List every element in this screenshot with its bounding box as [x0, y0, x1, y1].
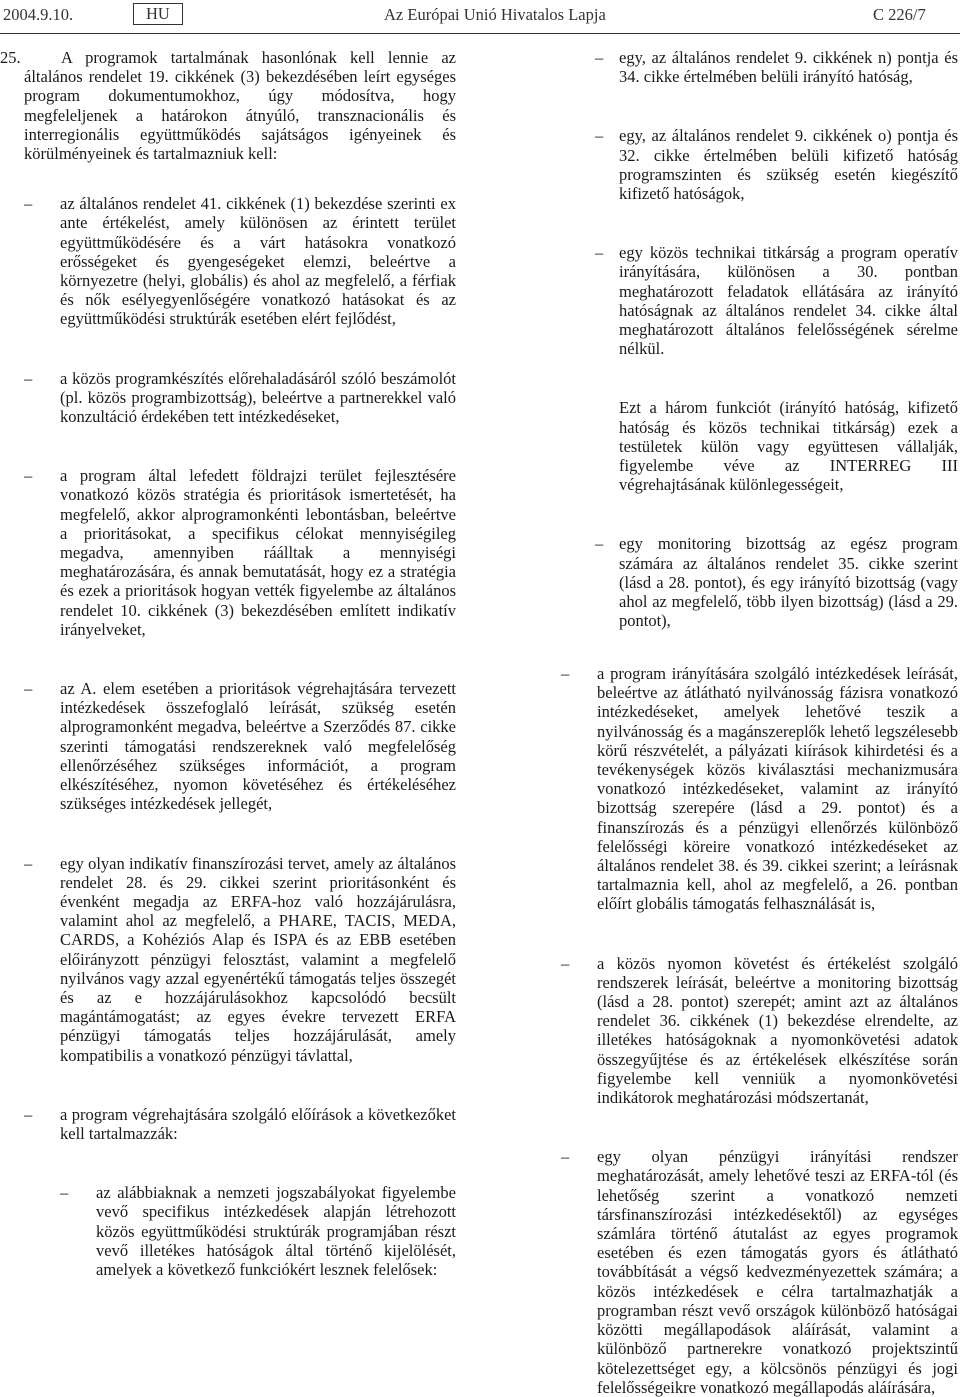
paragraph-number: 25. [0, 48, 21, 67]
paragraph-25 [0, 48, 456, 164]
sub-list-item: – az alábbiaknak a nemzeti jogszabályokat figyelembe vevő specifikus intézkedések alapján létrehozott közös együttműködési struktúrák programjában részt vevő illetékes hatóságok által történő kijelölését, amelyek a következő funkciókért lesznek felelősek: [60, 1183, 456, 1279]
functions-paragraph: Ezt a három funkciót (irányító hatóság, kifizető hatóság és közös technikai titkárság) ezek a testületek külön vagy együttesen vállalják, figyelembe véve az INTERREG III végrehajtásának különlegességeit, [619, 398, 958, 495]
list-item: – egy közös technikai titkárság a program operatív irányítására, különösen a 30. pontban meghatározott feladatok ellátására az irányító hatóságnak az általános rendelet 34. cikke által meghatározott általános felelősségének sérelme nélkül. [595, 243, 958, 359]
journal-title: Az Európai Unió Hivatalos Lapja [384, 5, 606, 24]
right-column-lower [561, 664, 958, 1397]
paragraph-text: A programok tartalmának hasonlónak kell lennie az általános rendelet 19. cikkének (3) bekezdésében leírt egységes program dokumentumokhoz, úgy módosítva, hogy megfeleljenek a határokon átnyúló, transznacionális és interregionális együttműködés sajátságos igényeinek és körülményeinek és tartalmazniuk kell: [24, 48, 456, 164]
header-reference: C 226/7 [873, 5, 926, 24]
list-item: – egy, az általános rendelet 9. cikkének n) pontja és 34. cikke értelmében belüli irányító hatóság, [595, 48, 958, 87]
list-item: – a közös programkészítés előrehaladásáról szóló beszámolót (pl. közös programbizottság), beleértve a partnerekkel való konzultáció érdekében tett intézkedéseket, [24, 368, 456, 427]
list-item: – a program végrehajtására szolgáló előírások a következőket kell tartalmazzák: [24, 1104, 456, 1143]
list-item: – a program által lefedett földrajzi terület fejlesztésére vonatkozó közös stratégia és prioritások ismertetését, ha megfelelő, akkor alprogramonkénti lebontásban, beleértve a prioritásokat, a specifikus célokat mennyiségileg megadva, amennyiben ráálltak a mennyiségi meghatározására, és annak bemutatását, hogy ez a stratégia és ezek a prioritások hogyan vették figyelembe az általános rendelet 10. cikkének (3) bekezdésében említett indikatív irányelveket, [24, 466, 456, 639]
list-item: – a program irányítására szolgáló intézkedések leírását, beleértve az átlátható nyilvánosság fázisra vonatkozó intézkedéseket, amelyek lehetővé teszik a nyilvánosság és a magánszereplők lehető legszélesebb körű részvételét, a pályázati kiírások kihirdetési és a tevékenységek közös kiválasztási mechanizmusára vonatkozó intézkedéseket, valamint az irányító bizottság szerepére (lásd a 29. pontot) és a finanszírozás és a pénzügyi ellenőrzés különböző felelősségi köreire vonatkozó intézkedéseket az általános rendelet 38. és 39. cikkei szerint; a leírásnak tartalmaznia kell, ahol az megfelelő, a 26. pontban előírt globális támogatás felhasználását is, [561, 664, 958, 914]
list-item: – egy, az általános rendelet 9. cikkének o) pontja és 32. cikke értelmében belüli kifizető hatóság programszinten és szükség esetén kiegészítő kifizető hatóságok, [595, 126, 958, 204]
list-item: – a közös nyomon követést és értékelést szolgáló rendszerek leírását, beleértve a monitoring bizottság (lásd a 28. pontot) szerepét; amint azt az általános rendelet 36. cikkének (1) bekezdése elrendelte, az illetékes hatóságoknak a nyomonkövetési adatok összegyűjtése és az értékelések elkészítése során figyelembe kell venniük a nyomonkövetési indikátorok meghatározási módszertanát, [561, 953, 958, 1108]
list-item: – az A. elem esetében a prioritások végrehajtására tervezett intézkedések összefoglaló leírását, szükség esetén alprogramonként megadva, beleértve a Szerződés 87. cikke szerinti támogatási rendszereknek való megfelelőség ellenőrzéséhez szükséges információt, a program elkészítéséhez, nyomon követéséhez és értékeléséhez szükséges intézkedések jellegét, [24, 679, 456, 814]
language-badge: HU [133, 3, 183, 25]
left-column [0, 48, 456, 1279]
list-item: – egy monitoring bizottság az egész program számára az általános rendelet 35. cikke szerint (lásd a 28. pontot), és egy irányító bizottság (vagy ahol az megfelelő, több ilyen bizottság) (lásd a 29. pontot), [595, 534, 958, 631]
right-column [595, 48, 958, 630]
header-date: 2004.9.10. [3, 5, 74, 24]
list-item: – egy olyan indikatív finanszírozási tervet, amely az általános rendelet 28. és 29. cikkei szerint prioritásonként és évenként megadja az ERFA-hoz való hozzájárulásra, valamint ahol az megfelelő, a PHARE, TACIS, MEDA, CARDS, a Kohéziós Alap és ISPA és az EBB esetében előirányzott pénzügyi felosztást, valamint a megfelelő nyilvános vagy azzal egyenértékű támogatás teljes összegét és az e hozzájárulásokhoz kapcsolódó becsült magántámogatást; az egyes évekre tervezett ERFA pénzügyi támogatás teljes hozzájárulását, amely kompatibilis a vonatkozó pénzügyi távlattal, [24, 853, 456, 1065]
list-item: – egy olyan pénzügyi irányítási rendszer meghatározását, amely lehetővé teszi az ERFA-tól (és lehetőség szerint a vonatkozó nemzeti társfinanszírozási intézkedésektől) az egységes számlára történő átutalást az egyes programok esetében és ezen támogatás gyors és átlátható továbbítását a végső kedvezményezettek számára; a közös intézkedések e célra tartalmazhatják a programban részt vevő országok különböző hatóságai közötti megállapodások aláírását, valamint a különböző partnerekre vonatkozó projektszintű kötelezettséget egy, a kölcsönös pénzügyi és jogi felelősségeikre vonatkozó megállapodás aláírására, [561, 1147, 958, 1397]
header-rule [0, 33, 960, 34]
list-item: – az általános rendelet 41. cikkének (1) bekezdése szerinti ex ante értékelést, amely különösen az érintett terület együttműködésére és a várt hatásokra vonatkozó erősségeket és gyengeségeket elemzi, beleértve a környezetre (helyi, globális) és ahol az megfelelő, a férfiak és nők esélyegyenlőségére vonatkozó hatásokat és az együttműködési struktúrák esetében elért fejlődést, [24, 194, 456, 329]
page-header [0, 2, 960, 28]
